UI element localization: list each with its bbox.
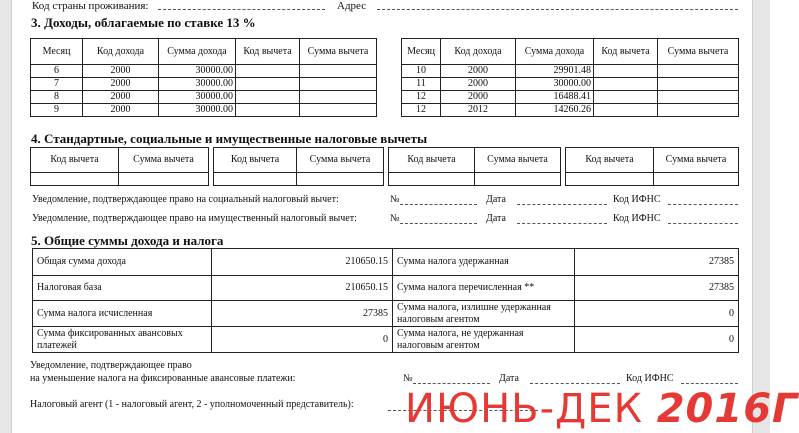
table-cell: 30000.00 — [516, 78, 594, 91]
col-deduction-sum: Сумма вычета — [475, 148, 561, 173]
table-cell: 2012 — [441, 104, 516, 117]
totals-row — [33, 249, 739, 276]
table-cell — [389, 173, 475, 186]
table-cell — [300, 91, 377, 104]
col-deduction-sum: Сумма вычета — [654, 148, 739, 173]
total-label: Сумма налога, не удержанная налоговым агентом — [393, 327, 575, 353]
table-row — [31, 78, 377, 91]
col-income-sum: Сумма дохода — [159, 39, 236, 65]
total-value: 27385 — [212, 301, 393, 327]
total-value: 0 — [212, 327, 393, 353]
table-cell: 30000.00 — [159, 65, 236, 78]
deductions-table-4 — [565, 147, 739, 186]
table-cell — [297, 173, 384, 186]
section4-title: 4. Стандартные, социальные и имущественные налоговые вычеты — [31, 131, 428, 146]
total-label: Сумма налога перечисленная ** — [393, 276, 575, 301]
table-cell — [119, 173, 209, 186]
table-row — [402, 78, 739, 91]
address-field — [377, 9, 738, 10]
table-cell: 30000.00 — [159, 78, 236, 91]
total-value: 0 — [575, 301, 739, 327]
stamp-year: 2016Г — [656, 386, 799, 432]
table-cell: 29901.48 — [516, 65, 594, 78]
table-cell — [300, 78, 377, 91]
col-deduction-code: Код вычета — [31, 148, 119, 173]
table-cell — [236, 65, 300, 78]
table-row — [31, 91, 377, 104]
date-label: Дата — [486, 194, 506, 205]
col-income-code: Код дохода — [441, 39, 516, 65]
table-cell: 11 — [402, 78, 441, 91]
income-table-left — [30, 38, 377, 117]
ifns-field — [668, 204, 738, 205]
section3-title: 3. Доходы, облагаемые по ставке 13 % — [31, 15, 256, 30]
table-cell: 2000 — [441, 91, 516, 104]
col-deduction-code: Код вычета — [594, 39, 658, 65]
table-cell — [594, 65, 658, 78]
section5-title: 5. Общие суммы дохода и налога — [31, 233, 224, 248]
col-deduction-sum: Сумма вычета — [300, 39, 377, 65]
col-month: Месяц — [402, 39, 441, 65]
table-cell — [475, 173, 561, 186]
deductions-table-1 — [30, 147, 209, 186]
table-cell: 14260.26 — [516, 104, 594, 117]
col-deduction-code: Код вычета — [566, 148, 654, 173]
table-row — [31, 104, 377, 117]
ifns-field — [681, 383, 738, 384]
col-income-code: Код дохода — [83, 39, 159, 65]
country-label: Код страны проживания: — [32, 0, 149, 12]
table-cell: 30000.00 — [159, 91, 236, 104]
income-table-right — [401, 38, 739, 117]
table-cell: 6 — [31, 65, 83, 78]
notice-advance-line2: на уменьшение налога на фиксированные авансовые платежи: — [30, 373, 296, 384]
table-cell: 2000 — [441, 78, 516, 91]
total-label: Сумма налога исчисленная — [33, 301, 212, 327]
date-field — [517, 204, 607, 205]
left-page-gutter — [0, 0, 12, 433]
total-label: Общая сумма дохода — [33, 249, 212, 276]
total-label: Сумма налога, излишне удержанная налоговым агентом — [393, 301, 575, 327]
table-cell — [654, 173, 739, 186]
table-cell — [658, 78, 739, 91]
table-cell: 12 — [402, 91, 441, 104]
right-scroll-area[interactable] — [752, 0, 770, 433]
table-cell — [236, 104, 300, 117]
ifns-field — [668, 223, 738, 224]
number-field — [413, 383, 490, 384]
col-deduction-code: Код вычета — [389, 148, 475, 173]
table-cell: 2000 — [83, 91, 159, 104]
notice-advance-line1: Уведомление, подтверждающее право — [30, 360, 192, 371]
table-row — [402, 91, 739, 104]
table-row — [402, 65, 739, 78]
ifns-label: Код ИФНС — [613, 213, 661, 224]
col-deduction-sum: Сумма вычета — [119, 148, 209, 173]
table-row — [31, 65, 377, 78]
table-cell — [594, 91, 658, 104]
period-stamp — [405, 386, 799, 432]
table-cell: 7 — [31, 78, 83, 91]
col-deduction-sum: Сумма вычета — [297, 148, 384, 173]
table-cell: 2000 — [83, 78, 159, 91]
totals-row — [33, 327, 739, 353]
number-field — [400, 223, 477, 224]
table-cell — [236, 91, 300, 104]
number-field — [400, 204, 477, 205]
table-cell: 16488.41 — [516, 91, 594, 104]
total-value: 0 — [575, 327, 739, 353]
deductions-table-3 — [388, 147, 561, 186]
table-cell — [658, 104, 739, 117]
stamp-period: ИЮНЬ-ДЕК — [405, 386, 643, 432]
table-cell — [31, 173, 119, 186]
table-cell — [594, 78, 658, 91]
totals-row — [33, 276, 739, 301]
col-month: Месяц — [31, 39, 83, 65]
table-cell: 9 — [31, 104, 83, 117]
number-label: № — [390, 213, 400, 224]
table-cell — [300, 104, 377, 117]
number-label: № — [403, 373, 413, 384]
date-field — [530, 383, 620, 384]
ifns-label: Код ИФНС — [626, 373, 674, 384]
table-cell: 2000 — [441, 65, 516, 78]
total-value: 210650.15 — [212, 249, 393, 276]
table-cell — [566, 173, 654, 186]
table-row — [402, 104, 739, 117]
total-label: Налоговая база — [33, 276, 212, 301]
table-cell — [300, 65, 377, 78]
total-value: 27385 — [575, 276, 739, 301]
table-cell: 2000 — [83, 104, 159, 117]
totals-row — [33, 301, 739, 327]
notice-property-label: Уведомление, подтверждающее право на имущественный налоговый вычет: — [32, 213, 357, 224]
number-label: № — [390, 194, 400, 205]
col-deduction-code: Код вычета — [214, 148, 297, 173]
table-cell: 2000 — [83, 65, 159, 78]
table-cell — [214, 173, 297, 186]
date-field — [517, 223, 607, 224]
table-cell — [658, 65, 739, 78]
col-income-sum: Сумма дохода — [516, 39, 594, 65]
total-label: Сумма налога удержанная — [393, 249, 575, 276]
total-label: Сумма фиксированных авансовых платежей — [33, 327, 212, 353]
table-cell — [594, 104, 658, 117]
date-label: Дата — [486, 213, 506, 224]
total-value: 210650.15 — [212, 276, 393, 301]
col-deduction-sum: Сумма вычета — [658, 39, 739, 65]
address-label: Адрес — [337, 0, 367, 12]
table-cell: 10 — [402, 65, 441, 78]
agent-label: Налоговый агент (1 - налоговый агент, 2 - уполномоченный представитель): — [30, 399, 354, 410]
col-deduction-code: Код вычета — [236, 39, 300, 65]
totals-table — [32, 248, 739, 353]
table-cell — [658, 91, 739, 104]
deductions-table-2 — [213, 147, 384, 186]
country-field — [158, 9, 325, 10]
table-cell: 30000.00 — [159, 104, 236, 117]
table-cell: 12 — [402, 104, 441, 117]
table-cell: 8 — [31, 91, 83, 104]
ifns-label: Код ИФНС — [613, 194, 661, 205]
date-label: Дата — [499, 373, 519, 384]
notice-social-label: Уведомление, подтверждающее право на социальный налоговый вычет: — [32, 194, 339, 205]
total-value: 27385 — [575, 249, 739, 276]
table-cell — [236, 78, 300, 91]
